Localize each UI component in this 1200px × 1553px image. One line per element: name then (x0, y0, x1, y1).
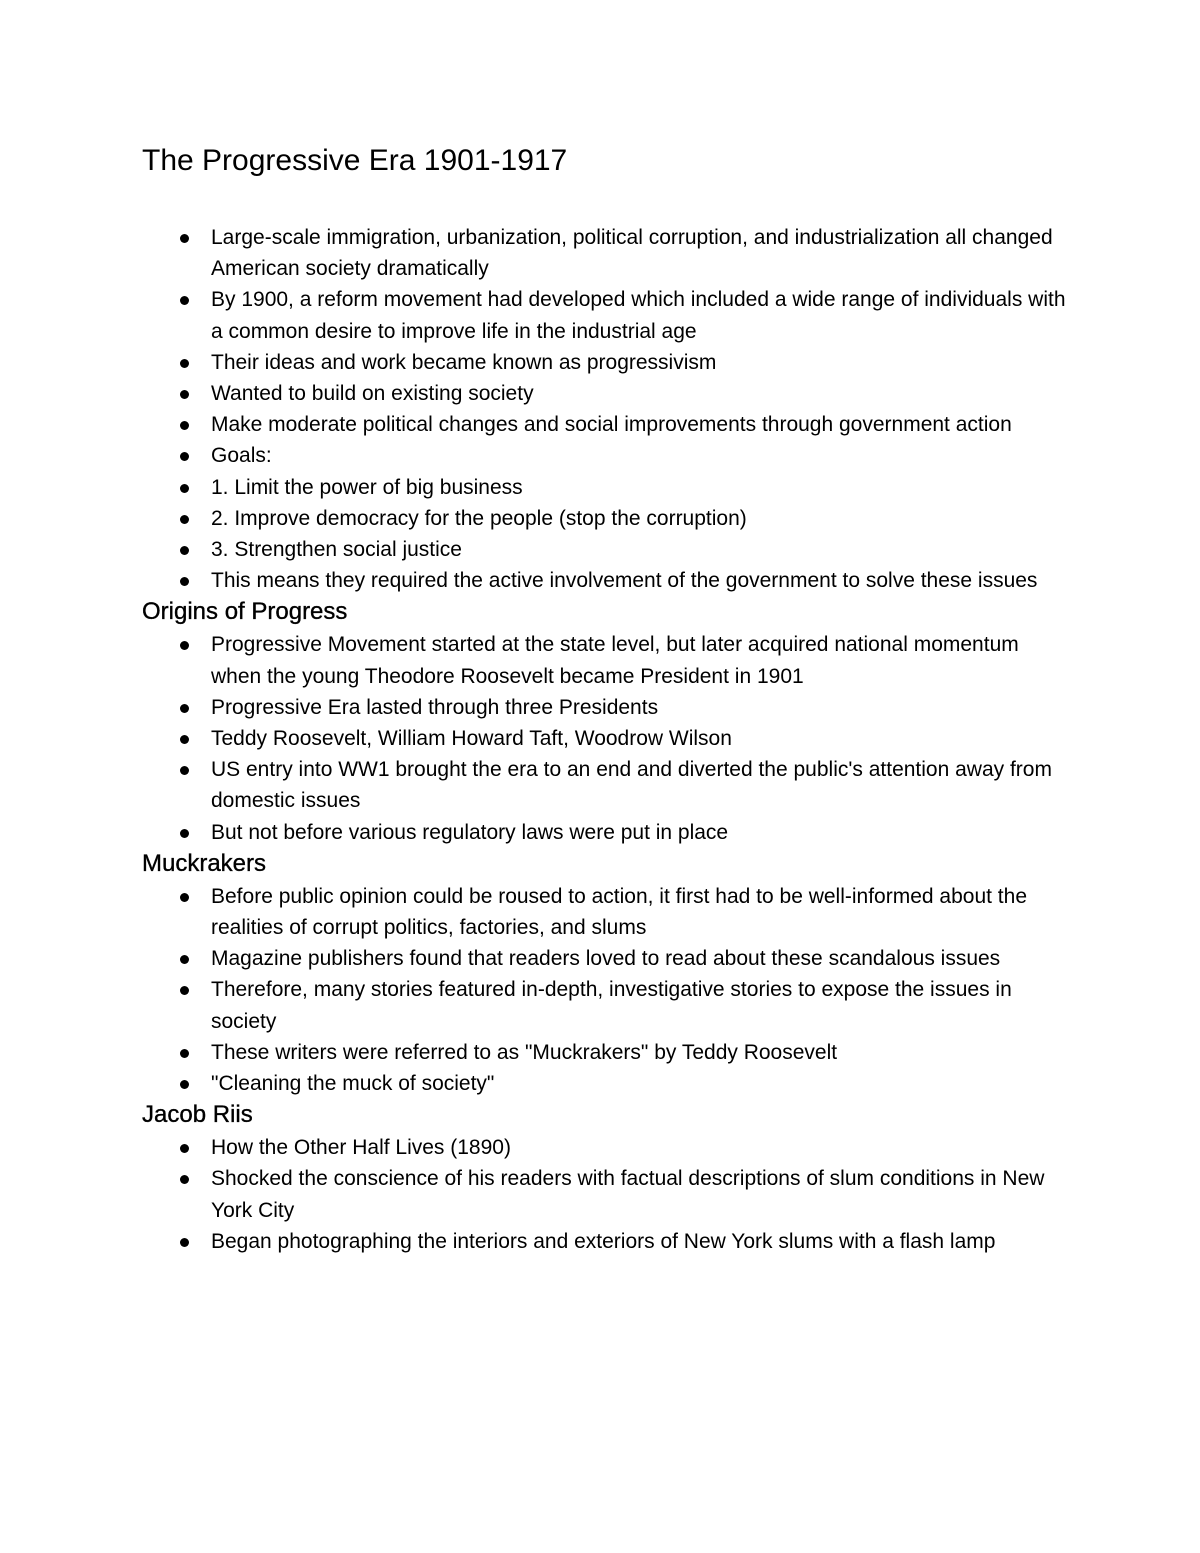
bullet-dot-icon (180, 704, 189, 713)
list-item (142, 1226, 1082, 1257)
list-item (142, 503, 1082, 534)
list-item-text: These writers were referred to as "Muckrakers" by Teddy Roosevelt (211, 1040, 838, 1064)
section-heading: Origins of Progress (142, 598, 348, 626)
section-heading: Jacob Riis (142, 1101, 253, 1129)
bullet-list (142, 881, 1082, 1099)
list-item-text: "Cleaning the muck of society" (211, 1072, 495, 1096)
bullet-dot-icon (180, 546, 189, 555)
list-item-text: US entry into WW1 brought the era to an end and diverted the public's attention away from domestic issues (211, 758, 1052, 813)
section (142, 222, 1082, 596)
bullet-dot-icon (180, 1144, 189, 1153)
list-item (142, 347, 1082, 378)
section (142, 596, 1082, 847)
list-item-text: But not before various regulatory laws were put in place (211, 820, 729, 844)
bullet-dot-icon (180, 484, 189, 493)
section (142, 1099, 1082, 1257)
bullet-dot-icon (180, 986, 189, 995)
list-item (142, 943, 1082, 974)
list-item (142, 692, 1082, 723)
bullet-dot-icon (180, 735, 189, 744)
list-item (142, 1068, 1082, 1099)
bullet-dot-icon (180, 296, 189, 305)
list-item (142, 409, 1082, 440)
bullet-list (142, 1132, 1082, 1257)
list-item (142, 881, 1082, 943)
list-item-text: Began photographing the interiors and exteriors of New York slums with a flash lamp (211, 1229, 996, 1253)
bullet-dot-icon (180, 515, 189, 524)
list-item (142, 1037, 1082, 1068)
bullet-dot-icon (180, 1049, 189, 1058)
list-item (142, 565, 1082, 596)
bullet-dot-icon (180, 359, 189, 368)
bullet-dot-icon (180, 452, 189, 461)
list-item-text: By 1900, a reform movement had developed which included a wide range of individuals with a common desire to improve life in the industrial age (211, 288, 1066, 343)
document-body (142, 222, 1082, 1257)
bullet-dot-icon (180, 1080, 189, 1089)
list-item (142, 534, 1082, 565)
list-item (142, 817, 1082, 848)
bullet-dot-icon (180, 390, 189, 399)
list-item (142, 284, 1082, 346)
list-item-text: Large-scale immigration, urbanization, political corruption, and industrialization all changed American society dramatically (211, 226, 1053, 281)
bullet-dot-icon (180, 577, 189, 586)
bullet-dot-icon (180, 893, 189, 902)
bullet-dot-icon (180, 1175, 189, 1184)
list-item-text: How the Other Half Lives (1890) (211, 1136, 511, 1160)
list-item-text: Before public opinion could be roused to action, it first had to be well-informed about the realities of corrupt politics, factories, and slums (211, 884, 1027, 940)
bullet-dot-icon (180, 829, 189, 838)
section-heading: Muckrakers (142, 849, 267, 877)
bullet-dot-icon (180, 421, 189, 430)
list-item-text: Goals: (211, 444, 272, 468)
list-item (142, 723, 1082, 754)
bullet-dot-icon (180, 766, 189, 775)
list-item (142, 222, 1082, 284)
list-item-text: 1. Limit the power of big business (211, 475, 523, 499)
bullet-dot-icon (180, 1238, 189, 1247)
list-item-text: Wanted to build on existing society (211, 382, 534, 406)
list-item-text: Shocked the conscience of his readers with factual descriptions of slum conditions in New York City (211, 1167, 1045, 1222)
bullet-list (142, 629, 1082, 847)
bullet-dot-icon (180, 955, 189, 964)
list-item (142, 378, 1082, 409)
list-item-text: This means they required the active involvement of the government to solve these issues (211, 569, 1038, 593)
list-item (142, 440, 1082, 471)
bullet-dot-icon (180, 234, 189, 243)
list-item-text: 2. Improve democracy for the people (stop the corruption) (211, 506, 747, 530)
section (142, 848, 1082, 1099)
list-item (142, 1163, 1082, 1225)
list-item-text: Their ideas and work became known as progressivism (211, 350, 717, 374)
list-item-text: Teddy Roosevelt, William Howard Taft, Woodrow Wilson (211, 727, 732, 751)
list-item-text: Magazine publishers found that readers loved to read about these scandalous issues (211, 947, 1001, 971)
bullet-dot-icon (180, 641, 189, 650)
list-item-text: Progressive Era lasted through three Presidents (211, 695, 659, 719)
list-item-text: Therefore, many stories featured in-depth, investigative stories to expose the issues in society (211, 978, 1012, 1033)
list-item-text: 3. Strengthen social justice (211, 538, 462, 562)
list-item-text: Make moderate political changes and social improvements through government action (211, 413, 1012, 437)
list-item (142, 754, 1082, 816)
bullet-list (142, 222, 1082, 596)
list-item (142, 472, 1082, 503)
document-title: The Progressive Era 1901-1917 (142, 144, 568, 177)
list-item-text: Progressive Movement started at the state level, but later acquired national momentum when the young Theodore Roosevelt became President in 1901 (211, 633, 1019, 688)
list-item (142, 629, 1082, 691)
list-item (142, 1132, 1082, 1163)
list-item (142, 974, 1082, 1036)
